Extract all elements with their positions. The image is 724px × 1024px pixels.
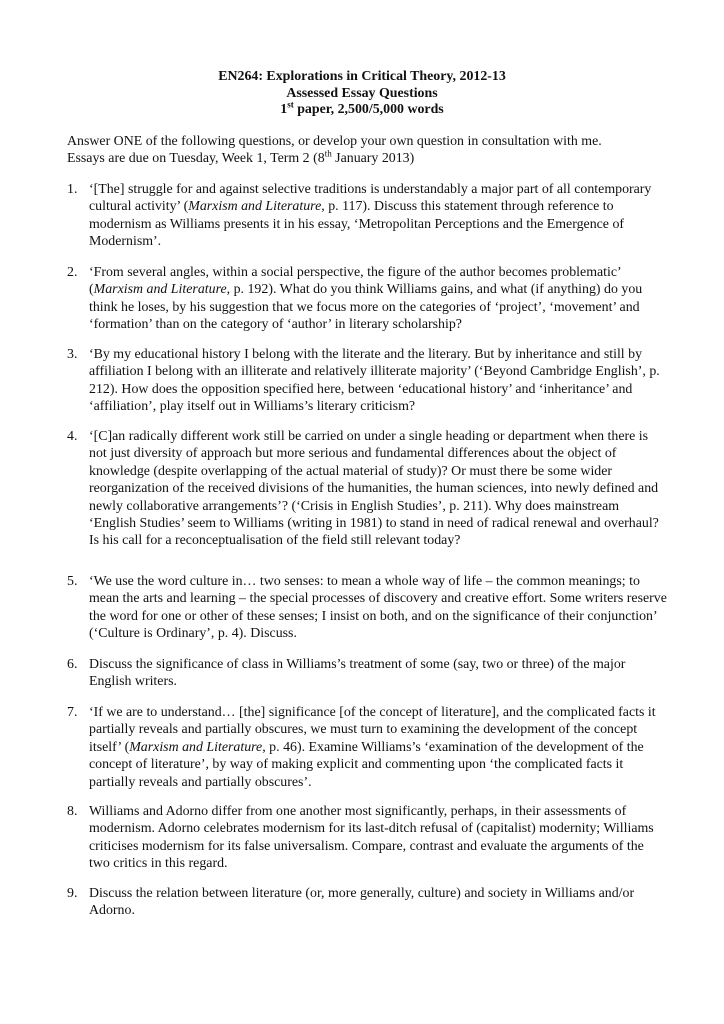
question-item-1 xyxy=(67,181,667,251)
question-number: 4. xyxy=(67,429,78,444)
question-text-part: ‘By my educational history I belong with the literate and the literary. But by inheritance and still by affiliation I belong with an illiterate and relatively illiterate majority’ (‘Beyond Cambridge English’, p. 212). How does the opposition specified here, between ‘educational history’ and ‘inheritance’ and ‘affiliation’, play itself out in Williams’s literary criticism? xyxy=(89,347,660,415)
due-date-suffix: th xyxy=(324,148,332,159)
question-item-6 xyxy=(67,656,667,691)
document-header xyxy=(0,69,724,119)
question-item-8 xyxy=(67,803,667,873)
question-text xyxy=(89,573,667,643)
question-text-part: , p. 46). Examine Williams’s ‘examination of the development of the concept of literature’, by way of making explicit and commenting upon ‘the complicated facts it partially reveals and partially obscures’. xyxy=(89,739,644,790)
instructions-line-1: Answer ONE of the following questions, or develop your own question in consultation with me. xyxy=(67,134,602,149)
document-subtitle: Assessed Essay Questions xyxy=(286,85,438,101)
question-number: 7. xyxy=(67,705,78,720)
question-item-5 xyxy=(67,573,667,643)
question-text xyxy=(89,181,667,251)
question-text xyxy=(89,428,667,550)
question-text xyxy=(89,885,667,920)
question-citation-title: Marxism and Literature xyxy=(129,739,263,755)
question-text-part: , p. 117). Discuss this statement through reference to modernism as Williams presents it in his essay, ‘Metropolitan Perceptions and the Emergence of Modernism’. xyxy=(89,199,625,250)
question-text xyxy=(89,803,667,873)
question-citation-title: Marxism and Literature xyxy=(188,199,322,215)
instructions-line-2 xyxy=(67,150,667,167)
paper-ordinal: 1 xyxy=(280,102,288,117)
question-citation-title: Marxism and Literature xyxy=(93,282,227,298)
question-text-part: ‘[C]an radically different work still be carried on under a single heading or department when there is not just diversity of approach but more serious and fundamental differences about the object of knowledge (despite overlapping of the actual material of study)? Or must there be some wider reorganization of the received divisions of the humanities, the human sciences, into newly defined and newly collaborative arrangements’? (‘Crisis in English Studies’, p. 211). Why does mainstream ‘English Studies’ seem to Williams (writing in 1981) to stand in need of radical renewal and overhaul? Is his call for a reconceptualisation of the field still relevant today? xyxy=(89,429,659,549)
question-number: 1. xyxy=(67,182,78,197)
question-text xyxy=(89,704,667,791)
question-text-part: ‘We use the word culture in… two senses: to mean a whole way of life – the common meanings; to mean the arts and learning – the special processes of discovery and creative effort. Some writers reserve the word for one or other of these senses; I insist on both, and on the significance of their conjunction’ (‘Culture is Ordinary’, p. 4). Discuss. xyxy=(89,574,667,642)
paper-word-count: paper, 2,500/5,000 words xyxy=(293,102,444,117)
question-text-part: ‘[The] struggle for and against selective traditions is understandably a major part of all contemporary cultural activity’ ( xyxy=(89,182,652,215)
paper-length xyxy=(0,99,724,119)
instructions xyxy=(67,133,667,168)
question-item-9 xyxy=(67,885,667,920)
question-text xyxy=(89,264,667,334)
question-item-4 xyxy=(67,428,667,550)
question-text-part: Discuss the significance of class in Williams’s treatment of some (say, two or three) of the major English writers. xyxy=(89,657,626,690)
question-item-3 xyxy=(67,346,667,416)
question-item-7 xyxy=(67,704,667,791)
course-title: EN264: Explorations in Critical Theory, 2012-13 xyxy=(218,69,506,84)
due-date-rest: January 2013) xyxy=(331,151,415,167)
question-text-part: ‘From several angles, within a social perspective, the figure of the author becomes problematic’ ( xyxy=(89,265,621,298)
question-number: 3. xyxy=(67,347,78,362)
question-number: 8. xyxy=(67,804,78,819)
question-item-2 xyxy=(67,264,667,334)
question-text-part: Williams and Adorno differ from one another most significantly, perhaps, in their assessments of modernism. Adorno celebrates modernism for its last-ditch refusal of (capitalist) modernity; Williams criticises modernism for its false universalism. Compare, contrast and evaluate the arguments of the two critics in this regard. xyxy=(89,804,654,872)
question-text-part: , p. 192). What do you think Williams gains, and what (if anything) do you think he loses, by his suggestion that we focus more on the categories of ‘project’, ‘movement’ and ‘formation’ than on the category of ‘author’ in literary scholarship? xyxy=(89,282,643,333)
question-number: 5. xyxy=(67,574,78,589)
question-text xyxy=(89,346,667,416)
question-text xyxy=(89,656,667,691)
question-number: 6. xyxy=(67,657,78,672)
question-number: 2. xyxy=(67,265,78,280)
question-text-part: Discuss the relation between literature (or, more generally, culture) and society in Williams and/or Adorno. xyxy=(89,886,635,919)
question-text-part: ‘If we are to understand… [the] significance [of the concept of literature], and the complicated facts it partially reveals and partially obscures, we must turn to examining the development of the concept itself’ ( xyxy=(89,705,656,755)
paper-ordinal-suffix: st xyxy=(287,99,294,110)
due-date-text: Essays are due on Tuesday, Week 1, Term 2 (8 xyxy=(67,151,325,167)
question-number: 9. xyxy=(67,886,78,901)
